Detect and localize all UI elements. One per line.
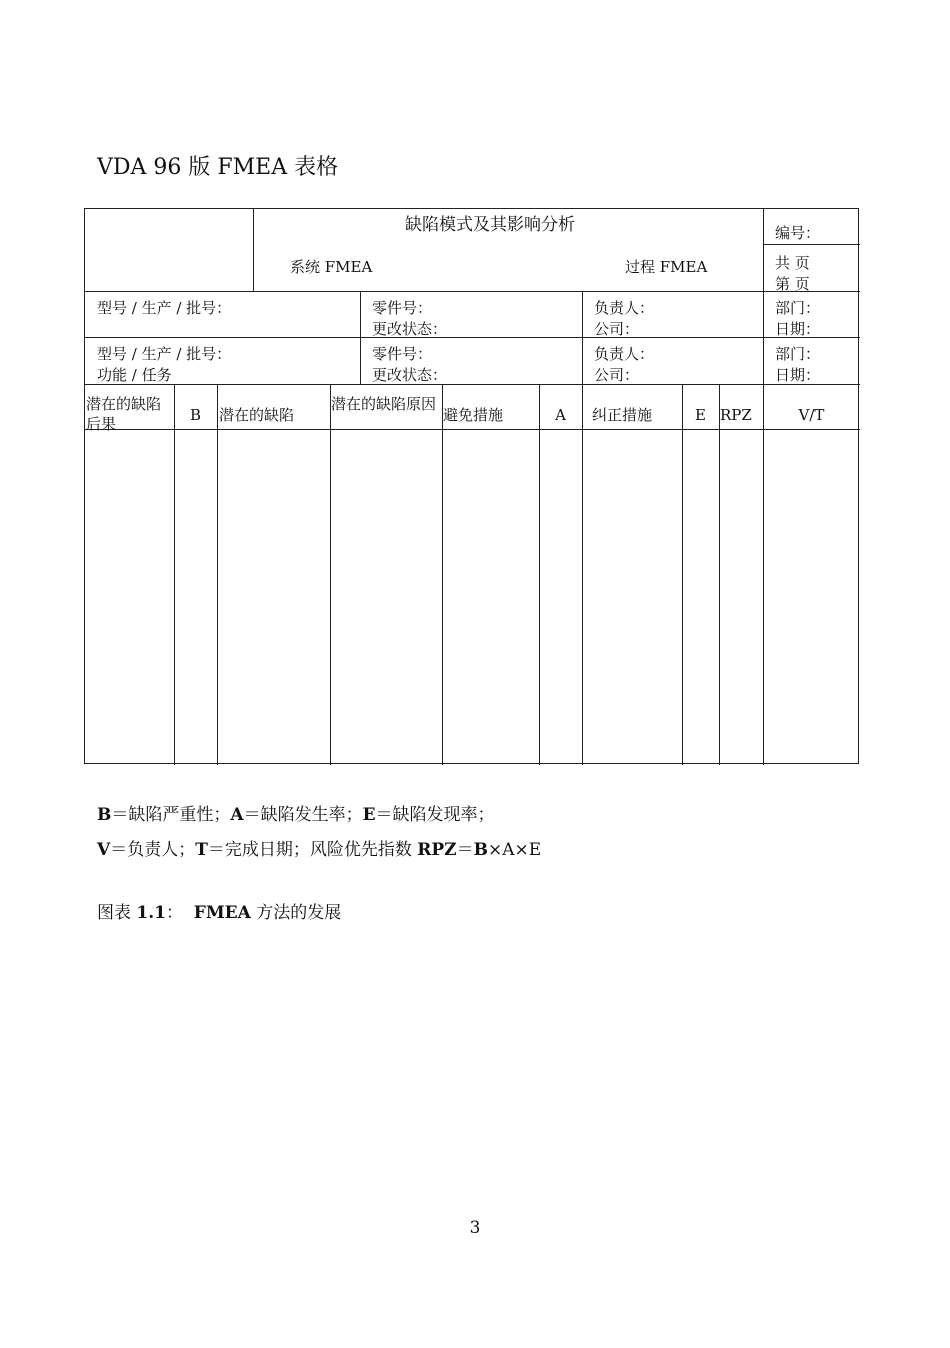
legend-text: ＝ bbox=[456, 840, 474, 860]
rule-v-row-b bbox=[582, 291, 583, 384]
row2-change-state: 更改状态： bbox=[372, 366, 448, 384]
caption-number: 1.1 bbox=[136, 903, 166, 923]
total-pages-label: 共 页 bbox=[775, 254, 810, 272]
figure-caption bbox=[97, 898, 341, 923]
caption-separator: ： bbox=[165, 903, 194, 923]
col-header-e: E bbox=[695, 406, 706, 424]
row1-department: 部门： bbox=[775, 299, 821, 317]
rule-col-6 bbox=[582, 384, 583, 765]
legend-key: B bbox=[97, 805, 112, 825]
col-header-correction: 纠正措施 bbox=[592, 406, 653, 424]
page-number: 3 bbox=[469, 1218, 481, 1238]
row2-model: 型号 / 生产 / 批号： bbox=[97, 345, 232, 363]
col-header-vt: V/T bbox=[798, 406, 825, 424]
col-header-rpz: RPZ bbox=[720, 406, 752, 424]
legend-text: ＝缺陷发现率； bbox=[375, 805, 495, 825]
legend-line-2 bbox=[97, 835, 541, 860]
row2-part-no: 零件号： bbox=[372, 345, 433, 363]
caption-text: 方法的发展 bbox=[250, 903, 342, 923]
rule-col-7 bbox=[682, 384, 683, 765]
legend-text: ＝缺陷发生率； bbox=[243, 805, 363, 825]
legend-key: E bbox=[362, 805, 376, 825]
row2-department: 部门： bbox=[775, 345, 821, 363]
rule-v-header-left bbox=[253, 209, 254, 291]
row2-function: 功能 / 任务 bbox=[97, 366, 172, 384]
row1-part-no: 零件号： bbox=[372, 299, 433, 317]
row1-change-state: 更改状态： bbox=[372, 320, 448, 338]
rule-header-bottom bbox=[85, 291, 860, 292]
col-header-b: B bbox=[189, 406, 202, 424]
process-fmea-label: 过程 FMEA bbox=[625, 258, 708, 276]
legend-line-1 bbox=[97, 800, 495, 825]
rule-col-2 bbox=[217, 384, 218, 765]
row1-model: 型号 / 生产 / 批号： bbox=[97, 299, 232, 317]
col-header-defect: 潜在的缺陷 bbox=[219, 406, 295, 424]
rule-row1-bottom bbox=[85, 337, 860, 338]
row1-date: 日期： bbox=[775, 320, 821, 338]
legend-key: RPZ bbox=[417, 840, 457, 860]
row1-responsible: 负责人： bbox=[594, 299, 655, 317]
rule-col-1 bbox=[174, 384, 175, 765]
legend-key: A bbox=[230, 805, 244, 825]
rule-col-9 bbox=[763, 384, 764, 765]
row2-company: 公司： bbox=[594, 366, 640, 384]
rule-col-4 bbox=[442, 384, 443, 765]
col-header-prevention: 避免措施 bbox=[443, 406, 504, 424]
rule-col-3 bbox=[330, 384, 331, 765]
caption-bold: FMEA bbox=[193, 903, 251, 923]
col-header-a: A bbox=[555, 406, 566, 424]
legend-key: B bbox=[473, 840, 488, 860]
page-title: VDA 96 版 FMEA 表格 bbox=[97, 155, 339, 180]
legend-text: ＝缺陷严重性； bbox=[111, 805, 231, 825]
fmea-form bbox=[84, 208, 859, 764]
rule-v-row-a bbox=[360, 291, 361, 384]
row2-date: 日期： bbox=[775, 366, 821, 384]
legend-text: ＝完成日期；风险优先指数 bbox=[207, 840, 418, 860]
col-header-effect: 潜在的缺陷后果 bbox=[86, 395, 162, 433]
row1-company: 公司： bbox=[594, 320, 640, 338]
col-header-cause: 潜在的缺陷原因 bbox=[331, 395, 437, 413]
form-heading: 缺陷模式及其影响分析 bbox=[405, 215, 575, 235]
legend-key: V bbox=[97, 840, 111, 860]
rule-row2-bottom bbox=[85, 384, 860, 385]
rule-number bbox=[764, 244, 860, 245]
legend-text: ×A×E bbox=[487, 840, 542, 860]
rule-col-8 bbox=[719, 384, 720, 765]
legend-key: T bbox=[195, 840, 208, 860]
rule-columns-bottom bbox=[85, 429, 860, 430]
rule-col-5 bbox=[539, 384, 540, 765]
legend-text: ＝负责人； bbox=[110, 840, 196, 860]
system-fmea-label: 系统 FMEA bbox=[290, 258, 373, 276]
number-label: 编号： bbox=[775, 224, 821, 242]
row2-responsible: 负责人： bbox=[594, 345, 655, 363]
page-number-label: 第 页 bbox=[775, 275, 810, 293]
caption-prefix: 图表 bbox=[97, 903, 137, 923]
